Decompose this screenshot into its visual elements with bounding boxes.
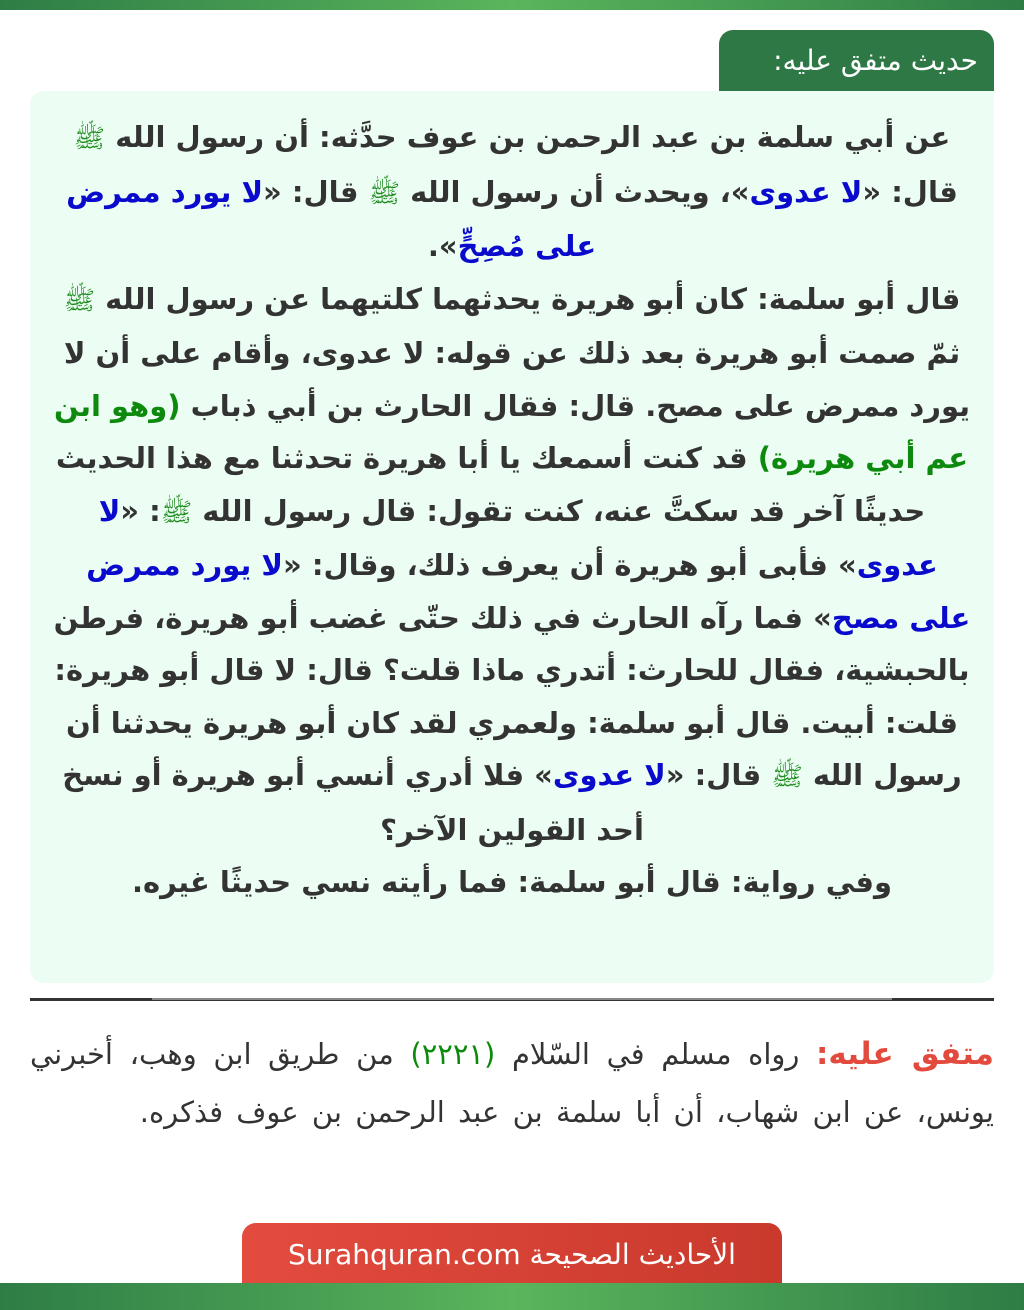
text: عن أبي سلمة بن عبد الرحمن بن عوف حدَّثه: أن رسول الله bbox=[105, 120, 951, 154]
divider-highlight bbox=[152, 998, 892, 1000]
text: » فلا أدري أنسي أبو هريرة أو نسخ أحد القولين الآخر؟ bbox=[62, 758, 644, 847]
top-decorative-bar bbox=[0, 0, 1024, 10]
text: ثمّ صمت أبو هريرة بعد ذلك عن قوله: لا عدوى، وأقام على أن لا يورد ممرض على مصح. قال: فقال الحارث بن أبي ذباب bbox=[63, 336, 971, 423]
hadith-paragraph-2 bbox=[52, 273, 972, 857]
prophet-quote: لا يورد ممرض على مُصِحٍّ bbox=[66, 174, 597, 263]
hadith-text-box bbox=[30, 91, 994, 983]
text: ». bbox=[427, 229, 458, 263]
source-label: متفق عليه: bbox=[816, 1036, 995, 1072]
source-text: رواه مسلم في السّلام bbox=[495, 1037, 817, 1071]
hadith-number: (٢٢٢١) bbox=[410, 1037, 496, 1071]
text: : « bbox=[120, 493, 161, 528]
source-reference bbox=[30, 1025, 994, 1141]
salawat-icon: ﷺ bbox=[73, 124, 106, 154]
prophet-quote: لا عدوى bbox=[98, 493, 938, 582]
salawat-icon: ﷺ bbox=[771, 762, 803, 792]
text: قال: « bbox=[665, 758, 772, 792]
text: » فأبى أبو هريرة أن يعرف ذلك، وقال: « bbox=[283, 548, 857, 582]
section-title: حديث متفق عليه: bbox=[719, 30, 994, 91]
salawat-icon: ﷺ bbox=[160, 497, 193, 528]
prophet-quote: لا عدوى bbox=[552, 758, 666, 792]
text: قد كنت أسمعك يا أبا هريرة تحدثنا مع هذا الحديث حديثًا آخر قد سكتَّ عنه، كنت تقول: قال رسول الله bbox=[55, 441, 926, 528]
text: قال: « bbox=[263, 174, 369, 209]
narrator-note: (وهو ابن عم أبي هريرة) bbox=[53, 388, 969, 475]
text: قال أبو سلمة: كان أبو هريرة يحدثهما كلتيهما عن رسول الله bbox=[95, 281, 961, 316]
hadith-paragraph-3: وفي رواية: قال أبو سلمة: فما رأيته نسي حديثًا غيره. bbox=[131, 865, 893, 899]
text: »، ويحدث أن رسول الله bbox=[400, 174, 750, 209]
source-text: من طريق ابن وهب، أخبرني يونس، عن ابن شهاب، أن أبا سلمة بن عبد الرحمن بن عوف فذكره. bbox=[30, 1037, 994, 1129]
prophet-quote: لا عدوى bbox=[749, 174, 863, 209]
text: قال: « bbox=[862, 174, 958, 209]
text: » فما رآه الحارث في ذلك حتّى غضب أبو هريرة، فرطن بالحبشية، فقال للحارث: أتدري ماذا قلت؟ قال: لا قال أبو هريرة: قلت: أبيت. قال أبو سلمة: ولعمري لقد كان أبو هريرة يحدثنا أن رسول الله bbox=[53, 600, 970, 792]
prophet-quote: لا يورد ممرض على مصح bbox=[86, 548, 971, 635]
salawat-icon: ﷺ bbox=[368, 178, 401, 209]
bottom-decorative-bar bbox=[0, 1283, 1024, 1310]
hadith-paragraph-1 bbox=[52, 111, 972, 273]
salawat-icon: ﷺ bbox=[63, 285, 96, 316]
site-badge: الأحاديث الصحيحة Surahquran.com bbox=[242, 1223, 782, 1283]
